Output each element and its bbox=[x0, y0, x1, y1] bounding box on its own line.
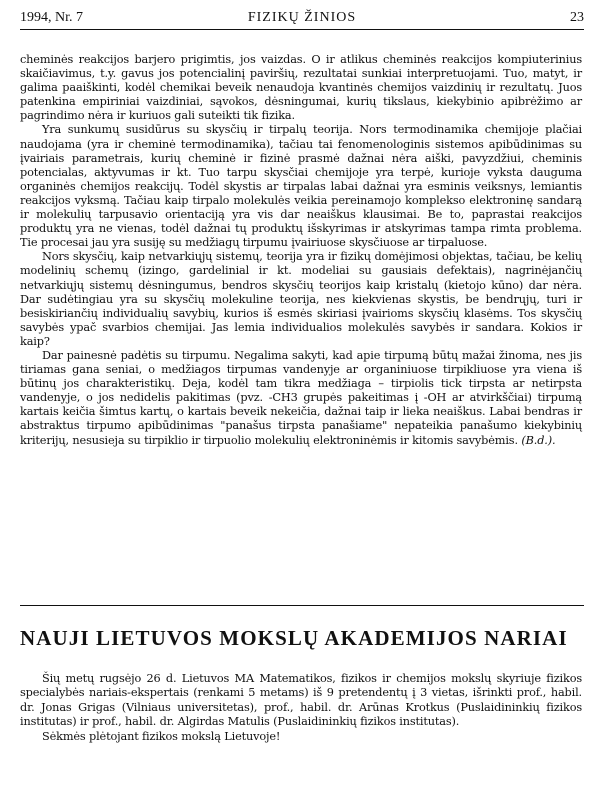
article-signature: (B.d.). bbox=[521, 433, 556, 447]
news-paragraph: Sėkmės plėtojant fizikos mokslą Lietuvoje! bbox=[42, 729, 281, 743]
header-rule bbox=[20, 29, 584, 30]
page-number: 23 bbox=[570, 10, 584, 25]
article-paragraph-text: Dar painesnė padėtis su tirpumu. Negalima sakyti, kad apie tirpumą būtų mažai žinoma, nes jis tiriamas gana seniai, o medžiagos tirpumas vandenyje ar organiniuose tirpikliuose yra viena iš būtinų jos charakteristikų. Deja, kodėl tam tikra medžiaga – tirpiolis tick tirpsta ar netirpsta vandenyje, o jos nedidelis pakitimas (pvz. -CH3 grupės pakeitimas į -OH ar atvirkščiai) tirpumą kartais keičia šimtus kartų, o kartais beveik nekeičia, dažnai taip ir lieka neaiškus. Labai bendras ir abstraktus tirpumo apibūdinimas "panašus tirpsta panašiame" nepateikia panašumo kiekybinių kriterijų, nesusieja su tirpiklio ir tirpuolio molekulių elektroninėmis ir kitomis savybėmis. bbox=[20, 348, 582, 447]
article-body bbox=[20, 53, 582, 448]
article-paragraph: Nors skysčių, kaip netvarkiųjų sistemų, teorija yra ir fizikų domėjimosi objektas, tačiau, be kelių modelinių schemų (izingo, gardelinial ir kt. modeliai su gausiais defektais), nagrinėjančių netvarkiųjų sistemų dėsningumus, bendros skysčių teorijos kaip kristalų (kietojo kūno) dar nėra. Dar sudėtingiau yra su skysčių molekuline teorija, nes kiekvienas skystis, be bendrųjų, turi ir besiskiriančių individualių savybių, kurios iš esmės skiriasi įvairioms skysčių klasėms. Tos skysčių savybės ypač svarbios chemijai. Jas lemia individualios molekulės savybės ir sandara. Kokios ir kaip? bbox=[20, 250, 582, 348]
journal-title: FIZIKŲ ŽINIOS bbox=[247, 10, 357, 25]
running-head bbox=[20, 10, 584, 30]
article-paragraph bbox=[20, 349, 582, 448]
news-title: NAUJI LIETUVOS MOKSLŲ AKADEMIJOS NARIAI bbox=[20, 626, 568, 650]
issue-label: 1994, Nr. 7 bbox=[20, 10, 83, 25]
news-body bbox=[20, 672, 582, 744]
section-divider bbox=[20, 605, 584, 606]
article-paragraph: cheminės reakcijos barjero prigimtis, jos vaizdas. O ir atlikus cheminės reakcijos kompiuterinius skaičiavimus, t.y. gavus jos potencialinį paviršių, rezultatai sunkiai interpretuojami. Tuo, matyt, ir galima paaiškinti, kodėl chemikai beveik nenaudoja kvantinės chemijos vaizdinių ir rezultatų. Juos patenkina empiriniai vaizdiniai, sąvokos, dėsningumai, kurių tikslaus, kiekybinio apibrėžimo ar pagrindimo nėra ir kuriuos gali suteikti tik fizika. bbox=[20, 53, 582, 123]
article-paragraph: Yra sunkumų susidūrus su skysčių ir tirpalų teorija. Nors termodinamika chemijoje plačiai naudojama (yra ir cheminė termodinamika), tačiau tai fenomenologinis sistemos apibūdinimas su įvairiais parametrais, kurių cheminė ir fizinė prasmė dažnai nėra aiški, pavyzdžiui, cheminis potencialas, aktyvumas ir kt. Tuo tarpu skysčiai chemijoje yra terpė, kurioje vyksta dauguma organinės chemijos reakcijų. Todėl skystis ar tirpalas labai dažnai yra esminis veiksnys, lemiantis reakcijos vyksmą. Tačiau kaip tirpalo molekulės veikia pereinamojo komplekso elektroninę sandarą ir molekulių tarpusavio orientaciją yra vis dar neaiškus klausimai. Be to, paprastai reakcijos produktų yra ne vienas, todėl dažnai tų produktų išskyrimas ir atskyrimas tampa rimta problema. Tie procesai jau yra susiję su medžiagų tirpumu įvairiuose skysčiuose ar tirpaluose. bbox=[20, 123, 582, 250]
news-paragraph: Šių metų rugsėjo 26 d. Lietuvos MA Matematikos, fizikos ir chemijos mokslų skyriuje fizikos specialybės nariais-ekspertais (renkami 5 metams) iš 9 pretendentų į 3 vietas, išrinkti prof., habil. dr. Jonas Grigas (Vilniaus universitetas), prof., habil. dr. Arūnas Krotkus (Puslaidininkių fizikos institutas) ir prof., habil. dr. Algirdas Matulis (Puslaidininkių fizikos institutas). bbox=[20, 672, 582, 729]
